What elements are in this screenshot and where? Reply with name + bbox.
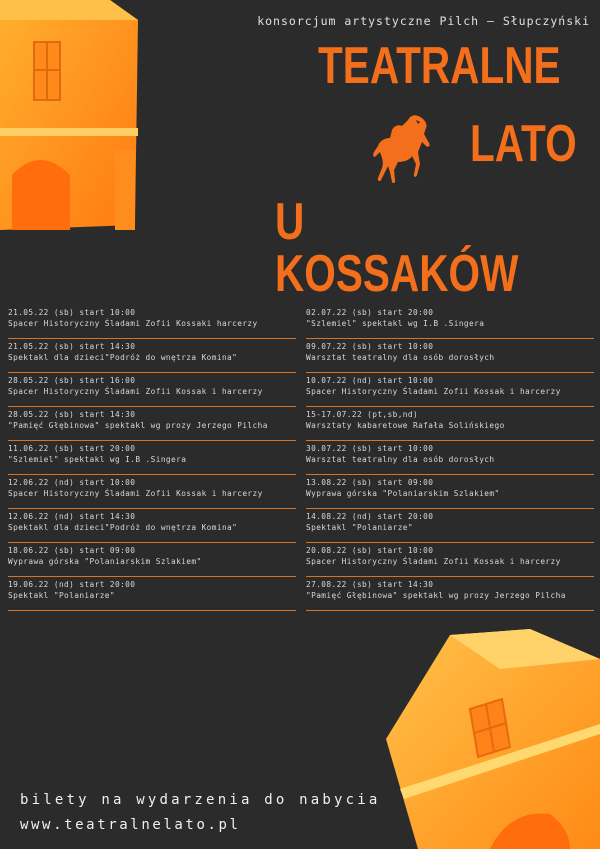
- building-illustration-bottom: [380, 629, 600, 849]
- event-date: 21.05.22 (sb) start 10:00: [8, 308, 136, 317]
- event-description: Wyprawa górska "Polaniarskim Szlakiem": [306, 489, 500, 498]
- event-description: Warsztat teatralny dla osób dorosłych: [306, 353, 495, 362]
- event-item: [306, 577, 594, 611]
- event-description: "Szlemiel" spektakl wg I.B .Singera: [306, 319, 485, 328]
- event-description: Warsztat teatralny dla osób dorosłych: [306, 455, 495, 464]
- event-item: [8, 475, 296, 509]
- event-description: Spacer Historyczny Śladami Zofii Kossak i harcerzy: [8, 387, 263, 396]
- event-description: Wyprawa górska "Polaniarskim Szlakiem": [8, 557, 202, 566]
- events-column-left: [8, 305, 296, 611]
- event-item: [8, 305, 296, 339]
- tickets-info: bilety na wydarzenia do nabycia: [20, 792, 381, 808]
- event-description: Spektakl "Polaniarze": [306, 523, 413, 532]
- event-item: [8, 509, 296, 543]
- horse-icon: [368, 112, 438, 184]
- event-item: [306, 305, 594, 339]
- event-description: Spacer Historyczny Śladami Zofii Kossak i harcerzy: [306, 557, 561, 566]
- title-line-3: U KOSSAKÓW: [275, 193, 519, 303]
- event-date: 14.08.22 (nd) start 20:00: [306, 512, 434, 521]
- event-date: 12.06.22 (nd) start 10:00: [8, 478, 136, 487]
- event-item: [306, 407, 594, 441]
- event-date: 21.05.22 (sb) start 14:30: [8, 342, 136, 351]
- event-description: "Pamięć Głębinowa" spektakl wg prozy Jerzego Pilcha: [8, 421, 268, 430]
- event-date: 12.06.22 (nd) start 14:30: [8, 512, 136, 521]
- event-date: 15-17.07.22 (pt,sb,nd): [306, 410, 419, 419]
- event-item: [306, 475, 594, 509]
- title-line-2: LATO: [470, 115, 577, 173]
- event-date: 11.06.22 (sb) start 20:00: [8, 444, 136, 453]
- event-description: Spektakl dla dzieci"Podróż do wnętrza Komina": [8, 523, 238, 532]
- event-item: [306, 509, 594, 543]
- event-description: Spektakl "Polaniarze": [8, 591, 115, 600]
- event-date: 19.06.22 (nd) start 20:00: [8, 580, 136, 589]
- event-date: 13.08.22 (sb) start 09:00: [306, 478, 434, 487]
- event-date: 27.08.22 (sb) start 14:30: [306, 580, 434, 589]
- event-description: Spektakl dla dzieci"Podróż do wnętrza Komina": [8, 353, 238, 362]
- event-date: 28.05.22 (sb) start 14:30: [8, 410, 136, 419]
- event-description: Spacer Historyczny Śladami Zofii Kossak i harcerzy: [8, 489, 263, 498]
- event-date: 10.07.22 (nd) start 10:00: [306, 376, 434, 385]
- event-description: "Pamięć Głębinowa" spektakl wg prozy Jerzego Pilcha: [306, 591, 566, 600]
- event-date: 09.07.22 (sb) start 10:00: [306, 342, 434, 351]
- event-description: Warsztaty kabaretowe Rafała Solińskiego: [306, 421, 505, 430]
- event-item: [306, 373, 594, 407]
- event-date: 18.06.22 (sb) start 09:00: [8, 546, 136, 555]
- title-line-1: TEATRALNE: [318, 37, 561, 95]
- event-item: [8, 373, 296, 407]
- event-date: 28.05.22 (sb) start 16:00: [8, 376, 136, 385]
- event-description: Spacer Historyczny Śladami Zofii Kossak i harcerzy: [306, 387, 561, 396]
- event-date: 20.08.22 (sb) start 10:00: [306, 546, 434, 555]
- event-item: [306, 543, 594, 577]
- website-link[interactable]: www.teatralnelato.pl: [20, 817, 241, 833]
- event-description: Spacer Historyczny Śladami Zofii Kossaki harcerzy: [8, 319, 258, 328]
- events-column-right: [306, 305, 594, 611]
- event-item: [8, 339, 296, 373]
- event-item: [306, 339, 594, 373]
- building-illustration-top: [0, 0, 140, 230]
- organizer-subtitle: konsorcjum artystyczne Pilch – Słupczyński: [257, 14, 590, 28]
- event-description: "Szlemiel" spektakl wg I.B .Singera: [8, 455, 187, 464]
- event-item: [8, 441, 296, 475]
- event-item: [8, 407, 296, 441]
- event-item: [8, 577, 296, 611]
- event-item: [306, 441, 594, 475]
- event-date: 30.07.22 (sb) start 10:00: [306, 444, 434, 453]
- event-date: 02.07.22 (sb) start 20:00: [306, 308, 434, 317]
- event-item: [8, 543, 296, 577]
